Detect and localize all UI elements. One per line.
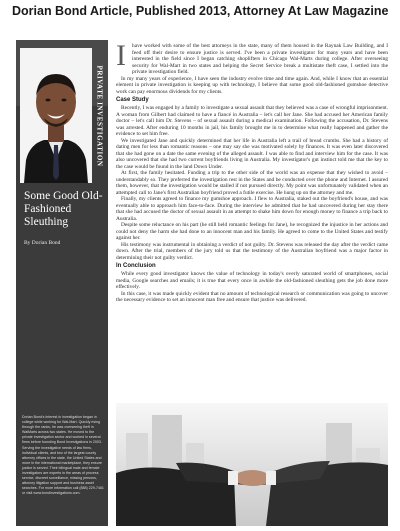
case-paragraph: Finally, my clients agreed to finance my gumshoe approach. I flew to Australia, staked out the boyfriend's house, and was eventually able to approach him face-to-face. During the interview he admitted that he had uncovered during her stay there that she had accused the doctor of sexual assault in an attempt to shake him down for enough money to finance a trip back to Australia. <box>116 196 388 222</box>
intro-block <box>116 39 388 76</box>
intro-paragraph: have worked with some of the best attorneys in the state, many of them housed in the Raynak Law Building, and I feed off their desire to ensure justice is served. I've been a private investigator for many years and have been interested in the field since I began catching shoplifters in Chicago Wal-Marts during college. After overseeing security for Wal-Mart in two states and helping the Secret Service break a multistate theft case, I settled into the private investigation field. <box>132 43 388 75</box>
author-bio: Dorian Bond's interest in investigation began in college while working for Wal-Mart. Quickly rising through the ranks, he was overseeing theft in WalMarts across two states. He moved to the private investigation sector and worked in several firms before founding Bond Investigations in 2003. Serving the investigative needs of law firms, individual clients, and two of the largest county attorney offices in the state, the United States and more in the international marketplace, they ensure justice is served. Their bilingual male and female investigators are experts in the areas of process service, discreet surveillance, missing persons, attorney litigation support and business asset searches. For more information call (888) 229-7481 or visit www.bondinvestigations.com. <box>22 415 104 496</box>
handshake-image <box>116 403 388 526</box>
drop-cap: I <box>116 39 126 72</box>
section-label <box>94 48 106 183</box>
article-body <box>116 39 388 304</box>
case-paragraph: Recently, I was engaged by a family to investigate a sexual assault that they believed was a case of wrongful imprisonment. A woman from Gilbert had claimed to have a fiancé in Australia – let's call her Jane. She had accused her American family doctor – let's call him Dr. Stevens – of sexual assault during a medical examination. Following the accusation, Dr. Stevens was arrested. After enduring 10 months in jail, his family brought me in to determine what really happened and gather the evidence to set him free. <box>116 105 388 137</box>
case-paragraph: Despite some reluctance on his part (he still held romantic feelings for Jane), he recognized the injustice in her actions and could not deny the harm she had done to an innocent man and his family. He agreed to come to the United States and testify against her. <box>116 222 388 241</box>
portrait-icon <box>20 48 92 183</box>
case-paragraph: At first, the family hesitated. Funding a trip to the other side of the world was an expense that they wished to avoid – understandably so. They preferred the investigation rest in the States and be conducted over the phone and Internet. I assured them, however, that the investigation would be stalled if not pursued directly. My point was unfortunately validated when an attempted call to Jane's first Australian boyfriend proved a futile exercise. He hung up on the attorney and me. <box>116 170 388 196</box>
conclusion-paragraph: While every good investigator knows the value of technology in today's overly saturated world of smartphones, social media, Google searches and emails; it is true that every once in awhile the old-fashioned sleuthing gets the job done more effectively. <box>116 271 388 290</box>
paragraph-2: In my many years of experience, I have seen the industry evolve time and time again. And, while I know that an essential element in private investigation is keeping up with technology, I believe that some good old-fashioned gumshoe detective work can pay enormous dividends for my clients. <box>116 75 388 95</box>
section-label-text: PRIVATE INVESTIGATION <box>96 64 105 167</box>
author-photo <box>20 48 92 183</box>
page-headline: Dorian Bond Article, Published 2013, Attorney At Law Magazine <box>12 4 389 18</box>
case-paragraph: His testimony was instrumental in obtaining a verdict of not guilty. Dr. Stevens was released the day after the verdict came down. After the trial, members of the jury told us that the testimony of the Australian boyfriend was a major factor in determining their not guilty verdict. <box>116 241 388 261</box>
byline: By Dorian Bond <box>24 240 61 246</box>
sidebar <box>16 40 108 526</box>
case-paragraph: We investigated Jane and quickly determined that her life in Australia left a trail of bread crumbs. She had a history of dating men for less than romantic reasons – one may say she was motivated solely by finances. It was even later discovered that she had gone on a date the same evening of the alleged assault. I was able to find and interview him for the case. It was also uncovered that she had two current boyfriends living in Australia. My investigator's gut instinct told me that the key to the case would be found in the land Down Under. <box>116 137 388 170</box>
conclusion-paragraph: In this case, it was made quickly evident that no amount of technological research or communication was going to uncover the necessary evidence to set an innocent man free and ensure that justice was delivered. <box>116 290 388 303</box>
heading-case-study: Case Study <box>116 97 149 103</box>
heading-conclusion: In Conclusion <box>116 263 156 269</box>
handshake-icon <box>116 403 388 526</box>
article-title: Some Good Old-Fashioned Sleuthing <box>24 190 103 228</box>
